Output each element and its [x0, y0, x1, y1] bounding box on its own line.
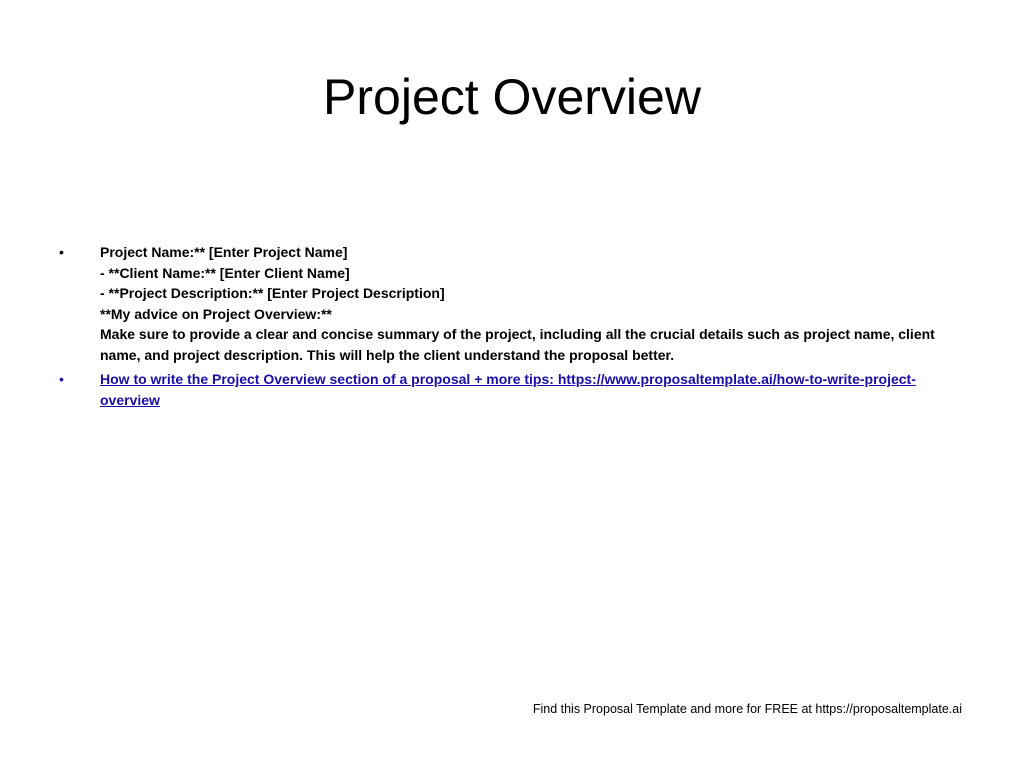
bullet-list: [55, 242, 955, 414]
bullet-item-link: [55, 369, 955, 410]
advice-text: Make sure to provide a clear and concise summary of the project, including all the crucial details such as project name, client name, and project description. This will help the client understand the proposal better.: [100, 326, 939, 363]
project-description-line: - **Project Description:** [Enter Project Description]: [100, 285, 445, 301]
bullet-item-project-details: [55, 242, 955, 365]
client-name-line: - **Client Name:** [Enter Client Name]: [100, 264, 350, 281]
advice-heading-line: **My advice on Project Overview:**: [100, 305, 332, 322]
bullet-dot-icon: •: [59, 371, 64, 387]
slide-title: Project Overview: [323, 69, 701, 125]
bullet-dot-icon: •: [59, 244, 64, 260]
how-to-write-link[interactable]: How to write the Project Overview section of a proposal + more tips: https://www.proposaltemplate.ai/how-to-write-project-overview: [100, 371, 916, 408]
footer-text: Find this Proposal Template and more for FREE at https://proposaltemplate.ai: [532, 702, 962, 716]
project-name-line: Project Name:** [Enter Project Name]: [100, 244, 348, 260]
